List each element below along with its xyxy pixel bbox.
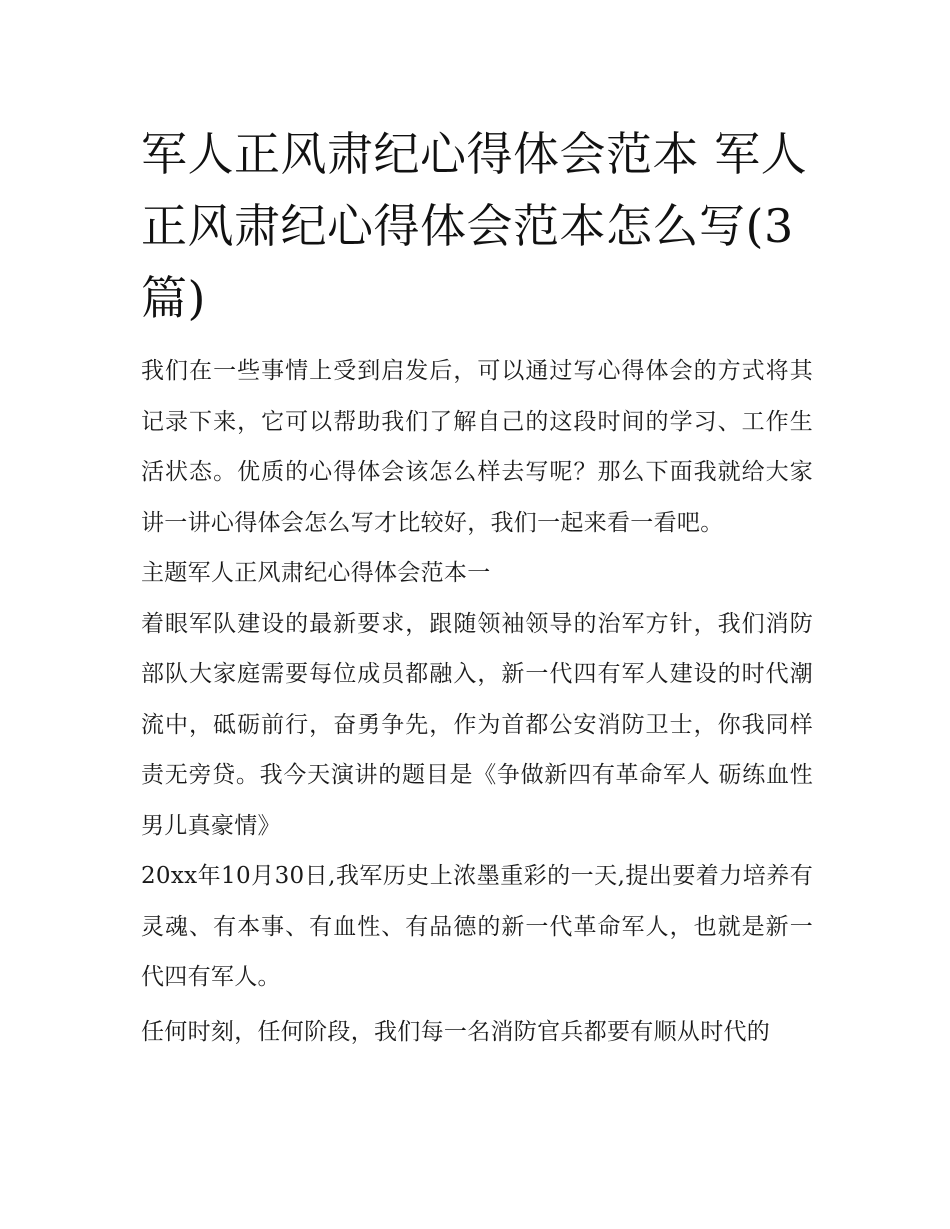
body-paragraph: 着眼军队建设的最新要求，跟随领袖领导的治军方针，我们消防部队大家庭需要每位成员都融入，新一代四有军人建设的时代潮流中，砥砺前行，奋勇争先，作为首都公安消防卫士，你我同样责无旁贷。我今天演讲的题目是《争做新四有革命军人 砺练血性男儿真豪情》 xyxy=(141,610,813,839)
document-title: 军人正风肃纪心得体会范本 军人正风肃纪心得体会范本怎么写(3篇) xyxy=(141,127,808,325)
body-paragraph: 任何时刻，任何阶段，我们每一名消防官兵都要有顺从时代的 xyxy=(141,1018,771,1045)
body-paragraph: 20xx年10月30日,我军历史上浓墨重彩的一天,提出要着力培养有灵魂、有本事、有血性、有品德的新一代革命军人，也就是新一代四有军人。 xyxy=(141,863,813,990)
intro-paragraph: 我们在一些事情上受到启发后，可以通过写心得体会的方式将其记录下来，它可以帮助我们了解自己的这段时间的学习、工作生活状态。优质的心得体会该怎么样去写呢？那么下面我就给大家讲一讲心得体会怎么写才比较好，我们一起来看一看吧。 xyxy=(141,358,813,536)
document-body xyxy=(141,118,813,1057)
section-heading: 主题军人正风肃纪心得体会范本一 xyxy=(141,560,491,586)
